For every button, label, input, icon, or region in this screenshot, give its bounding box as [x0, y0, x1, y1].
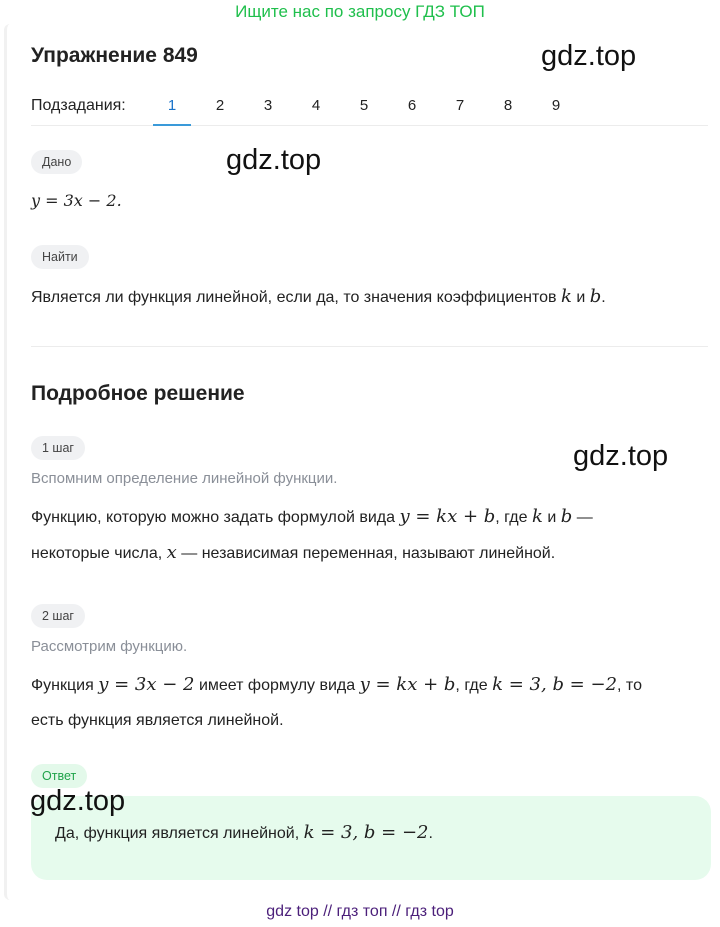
subtask-tab-7[interactable]: 7 — [455, 97, 465, 114]
find-chip: Найти — [31, 245, 89, 269]
subtask-tab-1[interactable]: 1 — [167, 97, 177, 114]
subtask-tab-4[interactable]: 4 — [311, 97, 321, 114]
step2-line1: Функция y = 3x − 2 имеет формулу вида y = kx + b, где k = 3, b = −2, то — [31, 674, 642, 695]
solution-title: Подробное решение — [31, 382, 245, 405]
watermark-logo: gdz.top — [541, 40, 637, 72]
subtask-tab-6[interactable]: 6 — [407, 97, 417, 114]
step2-line2: есть функция является линейной. — [31, 712, 284, 729]
given-formula: y = 3x − 2. — [31, 191, 122, 210]
answer-chip: Ответ — [31, 764, 87, 788]
find-text: Является ли функция линейной, если да, то значения коэффициентов k и b. — [31, 286, 606, 307]
step1-line2: некоторые числа, x — независимая переменная, называют линейной. — [31, 542, 556, 563]
active-tab-indicator — [153, 124, 191, 126]
watermark-logo: gdz.top — [226, 144, 322, 176]
subtask-tab-8[interactable]: 8 — [503, 97, 513, 114]
subtasks-bar — [31, 94, 708, 126]
answer-text: Да, функция является линейной, k = 3, b = −2. — [55, 822, 433, 843]
step2-hint: Рассмотрим функцию. — [31, 638, 188, 655]
watermark-logo: gdz.top — [573, 440, 669, 472]
footer-links: gdz top // гдз топ // гдз top — [266, 903, 454, 920]
subtask-tab-2[interactable]: 2 — [215, 97, 225, 114]
step2-chip: 2 шаг — [31, 604, 85, 628]
step1-hint: Вспомним определение линейной функции. — [31, 470, 338, 487]
step1-line1: Функцию, которую можно задать формулой вида y = kx + b, где k и b — — [31, 506, 593, 527]
subtask-tab-3[interactable]: 3 — [263, 97, 273, 114]
top-banner: Ищите нас по запросу ГДЗ ТОП — [235, 2, 485, 21]
step1-chip: 1 шаг — [31, 436, 85, 460]
exercise-title: Упражнение 849 — [31, 44, 198, 67]
subtasks-label: Подзадания: — [31, 97, 126, 114]
subtask-tab-9[interactable]: 9 — [551, 97, 561, 114]
subtask-tab-5[interactable]: 5 — [359, 97, 369, 114]
section-divider — [31, 346, 708, 347]
answer-box — [31, 796, 711, 880]
given-chip: Дано — [31, 150, 82, 174]
watermark-logo: gdz.top — [30, 785, 126, 817]
